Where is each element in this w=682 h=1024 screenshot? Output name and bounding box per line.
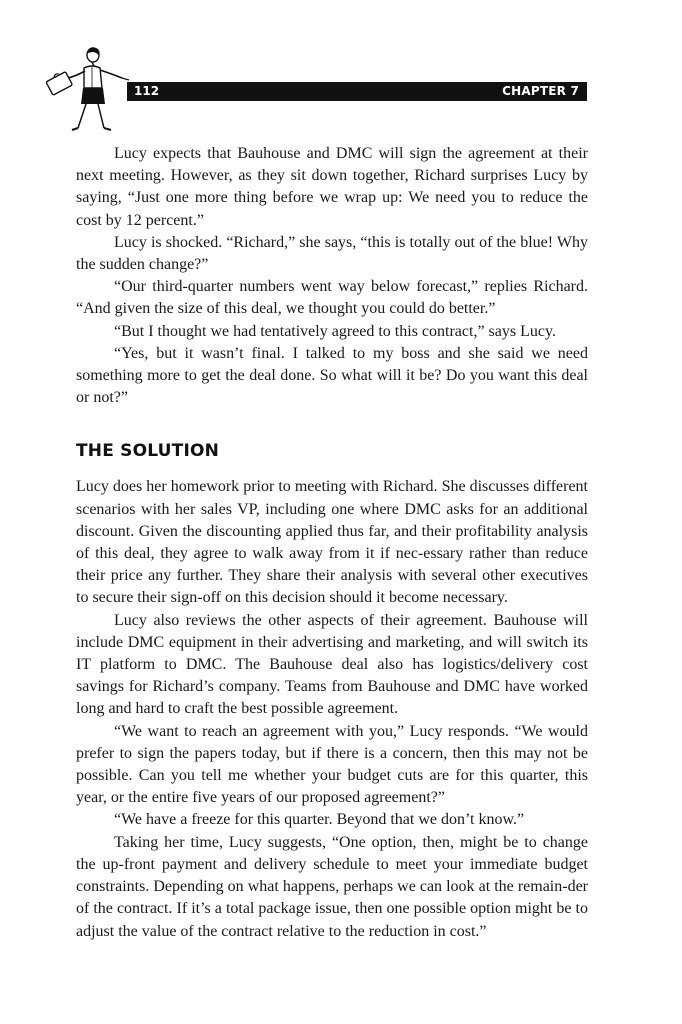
paragraph: Lucy also reviews the other aspects of their agreement. Bauhouse will include DMC equipment in their advertising and marketing, and will switch its IT platform to DMC. The Bauhouse deal also has logistics/delivery cost savings for Richard’s company. Teams from Bauhouse and DMC have worked long and hard to craft the best possible agreement. <box>76 611 588 718</box>
paragraph: “Our third-quarter numbers went way below forecast,” replies Richard. “And given the size of this deal, we thought you could do better.” <box>76 278 588 318</box>
paragraph: Taking her time, Lucy suggests, “One option, then, might be to change the up-front payment and delivery schedule to meet your immediate budget constraints. Depending on what happens, perhaps we can look at the remain-der of the contract. If it’s a total package issue, then one possible option might be to adjust the value of the contract relative to the reduction in cost.” <box>76 833 588 940</box>
page-number: 112 <box>134 84 160 98</box>
paragraph: Lucy expects that Bauhouse and DMC will sign the agreement at their next meeting. However, as they sit down together, Richard surprises Lucy by saying, “Just one more thing before we wrap up: We need you to reduce the cost by 12 percent.” <box>76 145 588 229</box>
body-text <box>76 143 588 943</box>
paragraph: “But I thought we had tentatively agreed to this contract,” says Lucy. <box>114 322 556 340</box>
businesswoman-with-briefcase-icon <box>42 44 134 136</box>
paragraph: Lucy does her homework prior to meeting with Richard. She discusses different scenarios with her sales VP, including one where DMC asks for an additional discount. Given the discounting applied thus far, and their profitability analysis of this deal, they agree to walk away from it if nec-essary rather than reduce their price any further. They share their analysis with several other executives to secure their sign-off on this decision should it become necessary. <box>76 478 588 607</box>
paragraph: “We have a freeze for this quarter. Beyond that we don’t know.” <box>114 811 525 829</box>
paragraph: “We want to reach an agreement with you,” Lucy responds. “We would prefer to sign the papers today, but if there is a concern, then this may not be possible. Can you tell me whether your budget cuts are for this quarter, this year, or the entire five years of our proposed agreement?” <box>76 722 588 807</box>
section-heading: THE SOLUTION <box>76 441 220 462</box>
running-header <box>127 82 587 101</box>
paragraph: “Yes, but it wasn’t final. I talked to my boss and she said we need something more to get the deal done. So what will it be? Do you want this deal or not?” <box>76 344 588 407</box>
paragraph: Lucy is shocked. “Richard,” she says, “this is totally out of the blue! Why the sudden change?” <box>76 233 588 274</box>
chapter-label: CHAPTER 7 <box>502 84 579 98</box>
